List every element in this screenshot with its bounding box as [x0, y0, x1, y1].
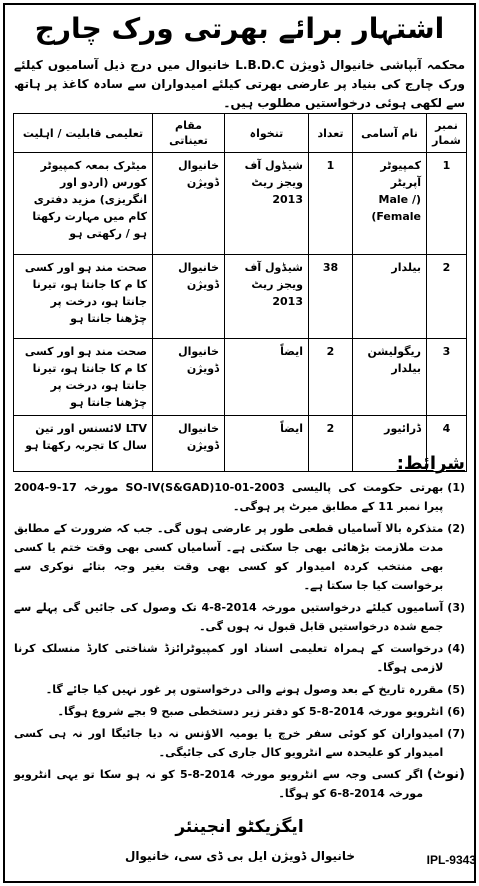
cell-place: خانیوال ڈویژن: [153, 339, 225, 416]
header-name: نام آسامی: [353, 114, 427, 153]
cell-pay: ایضاً: [225, 339, 309, 416]
list-item: [14, 702, 465, 721]
header-qual: تعلیمی قابلیت / اہلیت: [14, 114, 153, 153]
header-count: تعداد: [309, 114, 353, 153]
condition-number: (1): [447, 481, 465, 494]
list-item: [14, 639, 465, 677]
cell-num: 4: [427, 416, 467, 472]
cell-name: ریگولیشن بیلدار: [353, 339, 427, 416]
table-row: [14, 339, 467, 416]
header-pay: تنخواہ: [225, 114, 309, 153]
cell-place: خانیوال ڈویژن: [153, 153, 225, 255]
cell-qual: میٹرک بمعہ کمپیوٹر کورس (اردو اور انگریزی) مزید دفتری کام میں مہارت رکھتا ہو / رکھتی ہو: [14, 153, 153, 255]
cell-count: 38: [309, 255, 353, 339]
conditions-list: [14, 478, 465, 806]
page-title: اشتہار برائے بھرتی ورک چارج: [34, 12, 445, 45]
cell-name: کمپیوٹر آپریٹر (Male / Female): [353, 153, 427, 255]
cell-num: 3: [427, 339, 467, 416]
list-item: [14, 680, 465, 699]
table-row: [14, 255, 467, 339]
table-row: [14, 153, 467, 255]
intro-paragraph: محکمہ آبپاشی خانیوال ڈویژن L.B.D.C خانیوال میں درج ذیل آسامیوں کیلئے ورک چارج کی بنیاد پر عارضی بھرتی کیلئے امیدواران سے سادہ کاغذ پر ہاتھ سے لکھی ہوئی درخواستیں مطلوب ہیں۔: [14, 58, 465, 110]
note-label: (نوٹ): [427, 767, 465, 782]
cell-count: 1: [309, 153, 353, 255]
signature-title: ایگزیکٹو انجینئر: [175, 817, 304, 837]
condition-text: انٹرویو مورخہ 2014-8-5 کو دفتر زیر دستخطی صبح 9 بجے شروع ہوگا۔: [57, 705, 444, 718]
list-item: [14, 598, 465, 636]
ipl-code: IPL-9343: [426, 853, 476, 867]
cell-pay: ایضاً: [225, 416, 309, 472]
condition-text: امیدواران کو کوئی سفر خرچ یا یومیہ الاؤنس نہ دیا جائیگا اور نہ ہی کسی امیدوار کو علیحدہ سے انٹرویو کال جاری کی جائیگی۔: [14, 727, 444, 759]
header-num: نمبر شمار: [427, 114, 467, 153]
condition-text: مقررہ تاریخ کے بعد وصول ہونے والی درخواستوں پر غور نہیں کیا جائے گا۔: [45, 683, 444, 696]
cell-name: ڈرائیور: [353, 416, 427, 472]
note-text: اگر کسی وجہ سے انٹرویو مورخہ 2014-8-5 کو نہ ہو سکا تو یہی انٹرویو مورخہ 2014-8-6 کو ہوگا۔: [14, 768, 424, 800]
posts-table: [13, 113, 467, 472]
conditions-title: شرائط:: [396, 453, 465, 474]
cell-pay: شیڈول آف ویجز ریٹ 2013: [225, 255, 309, 339]
condition-number: (6): [447, 705, 465, 718]
cell-qual: LTV لائسنس اور تین سال کا تجربہ رکھتا ہو: [14, 416, 153, 472]
cell-name: بیلدار: [353, 255, 427, 339]
list-item: [14, 724, 465, 762]
cell-pay: شیڈول آف ویجز ریٹ 2013: [225, 153, 309, 255]
note-item: [14, 765, 465, 803]
cell-place: خانیوال ڈویژن: [153, 255, 225, 339]
condition-text: آسامیوں کیلئے درخواستیں مورخہ 2014-8-4 تک وصول کی جائیں گی پہلے سے جمع شدہ درخواستیں قابل قبول نہ ہوں گی۔: [14, 601, 444, 633]
cell-num: 2: [427, 255, 467, 339]
cell-qual: صحت مند ہو اور کسی کا م کا جانتا ہو، تیرنا جانتا ہو، درخت پر چڑھنا جانتا ہو: [14, 339, 153, 416]
list-item: [14, 519, 465, 595]
cell-count: 2: [309, 339, 353, 416]
header-place: مقام تعیناتی: [153, 114, 225, 153]
condition-number: (4): [447, 642, 465, 655]
cell-num: 1: [427, 153, 467, 255]
condition-text: بھرتی حکومت کی پالیسی SO-IV(S&GAD)10-01-2003 مورخہ 17-9-2004 پیرا نمبر 11 کے مطابق میرٹ پر ہوگی۔: [14, 481, 444, 513]
cell-place: خانیوال ڈویژن: [153, 416, 225, 472]
table-header-row: [14, 114, 467, 153]
condition-text: متذکرہ بالا آسامیاں قطعی طور پر عارضی ہوں گی۔ جب کہ ضرورت کے مطابق مدت ملازمت بڑھائی بھی جا سکتی ہے۔ آسامیاں کسی بھی وقت ختم یا کسی بھی منتخب کردہ امیدوار کو کسی بھی وقت بغیر وجہ بتائے نوکری سے برخواست کیا جا سکتا ہے۔: [14, 522, 444, 592]
list-item: [14, 478, 465, 516]
cell-count: 2: [309, 416, 353, 472]
condition-number: (5): [447, 683, 465, 696]
condition-number: (2): [447, 522, 465, 535]
condition-number: (7): [447, 727, 465, 740]
cell-qual: صحت مند ہو اور کسی کا م کا جانتا ہو، تیرنا جانتا ہو، درخت پر چڑھنا جانتا ہو: [14, 255, 153, 339]
signature-organization: خانیوال ڈویژن ایل بی ڈی سی، خانیوال: [124, 849, 356, 863]
condition-number: (3): [447, 601, 465, 614]
condition-text: درخواست کے ہمراہ تعلیمی اسناد اور کمپیوٹرائزڈ شناختی کارڈ منسلک کرنا لازمی ہوگا۔: [14, 642, 444, 674]
